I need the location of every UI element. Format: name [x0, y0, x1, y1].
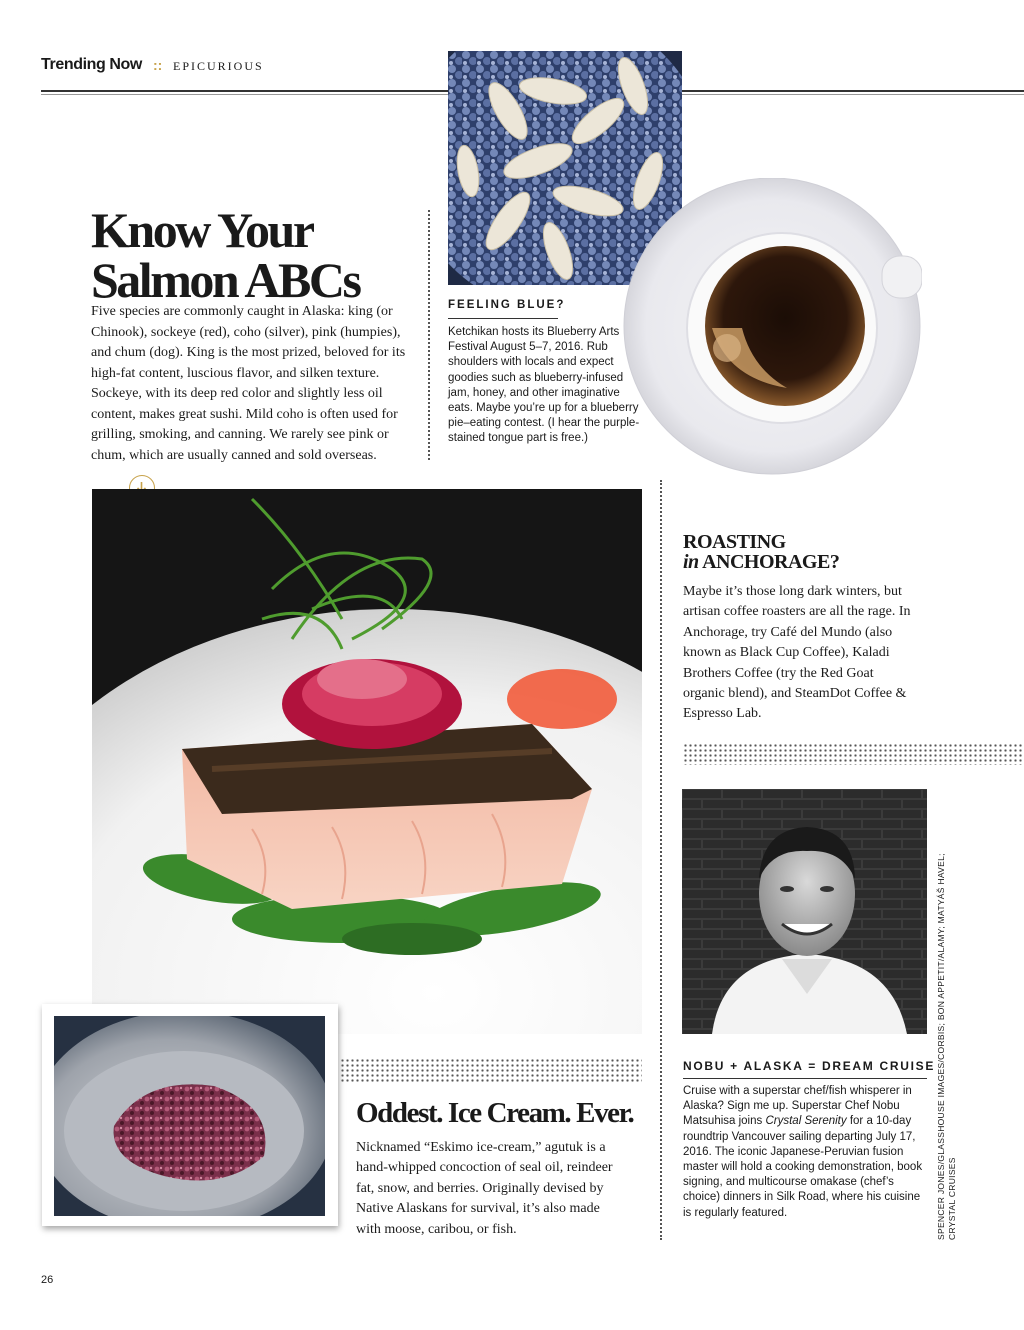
- roasting-heading-line2: [683, 552, 839, 572]
- nobu-body-pre: Cruise with a superstar chef/fish whisperer in Alaska? Sign me up. Superstar Chef Nobu Matsuhisa joins: [683, 1085, 912, 1128]
- dotted-divider: [340, 1058, 642, 1082]
- column-divider: [428, 210, 430, 460]
- section-kicker: Trending Now: [41, 56, 142, 73]
- roasting-heading-place: ANCHORAGE?: [702, 551, 840, 573]
- header-separator: ::: [153, 57, 163, 73]
- chef-portrait-photo: [682, 789, 927, 1034]
- roasting-heading-in: in: [683, 551, 699, 573]
- article-body: Five species are commonly caught in Alaska: king (or Chinook), sockeye (red), coho (silver), pink (humpies), and chum (dog). King is the most prized, beloved for its high-fat content, luscious flavor, and silken texture. Sockeye, with its deep red color and slightly less oil content, makes great sushi. Mild coho is often used for grilling, smoking, and canning. We rarely see pink or chum, which are usually canned and sold overseas.: [91, 304, 406, 463]
- feeling-blue-heading: FEELING BLUE?: [448, 299, 566, 311]
- coffee-cup-photo: [622, 178, 922, 478]
- agutuk-bowl-photo: [54, 1016, 325, 1216]
- section-name: EPICURIOUS: [173, 59, 264, 73]
- article-title-line1: Know Your: [91, 202, 313, 258]
- ice-cream-body: Nicknamed “Eskimo ice-cream,” agutuk is a hand-whipped concoction of seal oil, reindeer fat, snow, and berries. Originally devised by Native Alaskans for survival, it’s also made with moose, caribou, or fish.: [356, 1140, 613, 1237]
- heading-rule: [683, 1078, 927, 1079]
- page-number: 26: [41, 1274, 54, 1286]
- feeling-blue-body: Ketchikan hosts its Blueberry Arts Festival August 5–7, 2016. Rub shoulders with locals and expect goodies such as blueberry-infused jam, honey, and other imaginative eats. Maybe you’re up for a blueberry pie–eating contest. (I hear the purple-stained tongue part is free.): [448, 326, 640, 445]
- dotted-divider: [683, 743, 1024, 765]
- heading-rule: [448, 318, 558, 319]
- nobu-heading: NOBU + ALASKA = DREAM CRUISE: [683, 1059, 936, 1073]
- ice-cream-heading: Oddest. Ice Cream. Ever.: [356, 1097, 634, 1129]
- photo-credit-column: [936, 830, 966, 1240]
- roasting-body: Maybe it’s those long dark winters, but artisan coffee roasters are all the rage. In Anchorage, try Café del Mundo (also known as Black Cup Coffee), Kaladi Brothers Coffee (try the Red Goat organic blend), and SteamDot Coffee & Espresso Lab.: [683, 584, 911, 722]
- salmon-dish-photo: [92, 489, 642, 1034]
- column-divider: [660, 480, 662, 1240]
- ship-name: Crystal Serenity: [765, 1115, 847, 1128]
- nobu-body-post: for a 10-day roundtrip Vancouver sailing departing July 17, 2016. The iconic Japanese-Peruvian fusion master will hold a cooking demonstration, book signing, and multicourse omakase (chef’s choice) dinners in Silk Road, where his cuisine is regularly featured.: [683, 1115, 923, 1219]
- roasting-heading: [683, 532, 839, 572]
- nobu-body: [683, 1084, 928, 1221]
- article-title: [91, 202, 421, 308]
- photo-credit: SPENCER JONES/GLASSHOUSE IMAGES/CORBIS; BON APPETIT/ALAMY; MATYÁŠ HAVEL; CRYSTAL CRUISES: [936, 853, 957, 1240]
- roasting-heading-line1: ROASTING: [683, 531, 786, 553]
- article-title-line2: Salmon ABCs: [91, 252, 360, 308]
